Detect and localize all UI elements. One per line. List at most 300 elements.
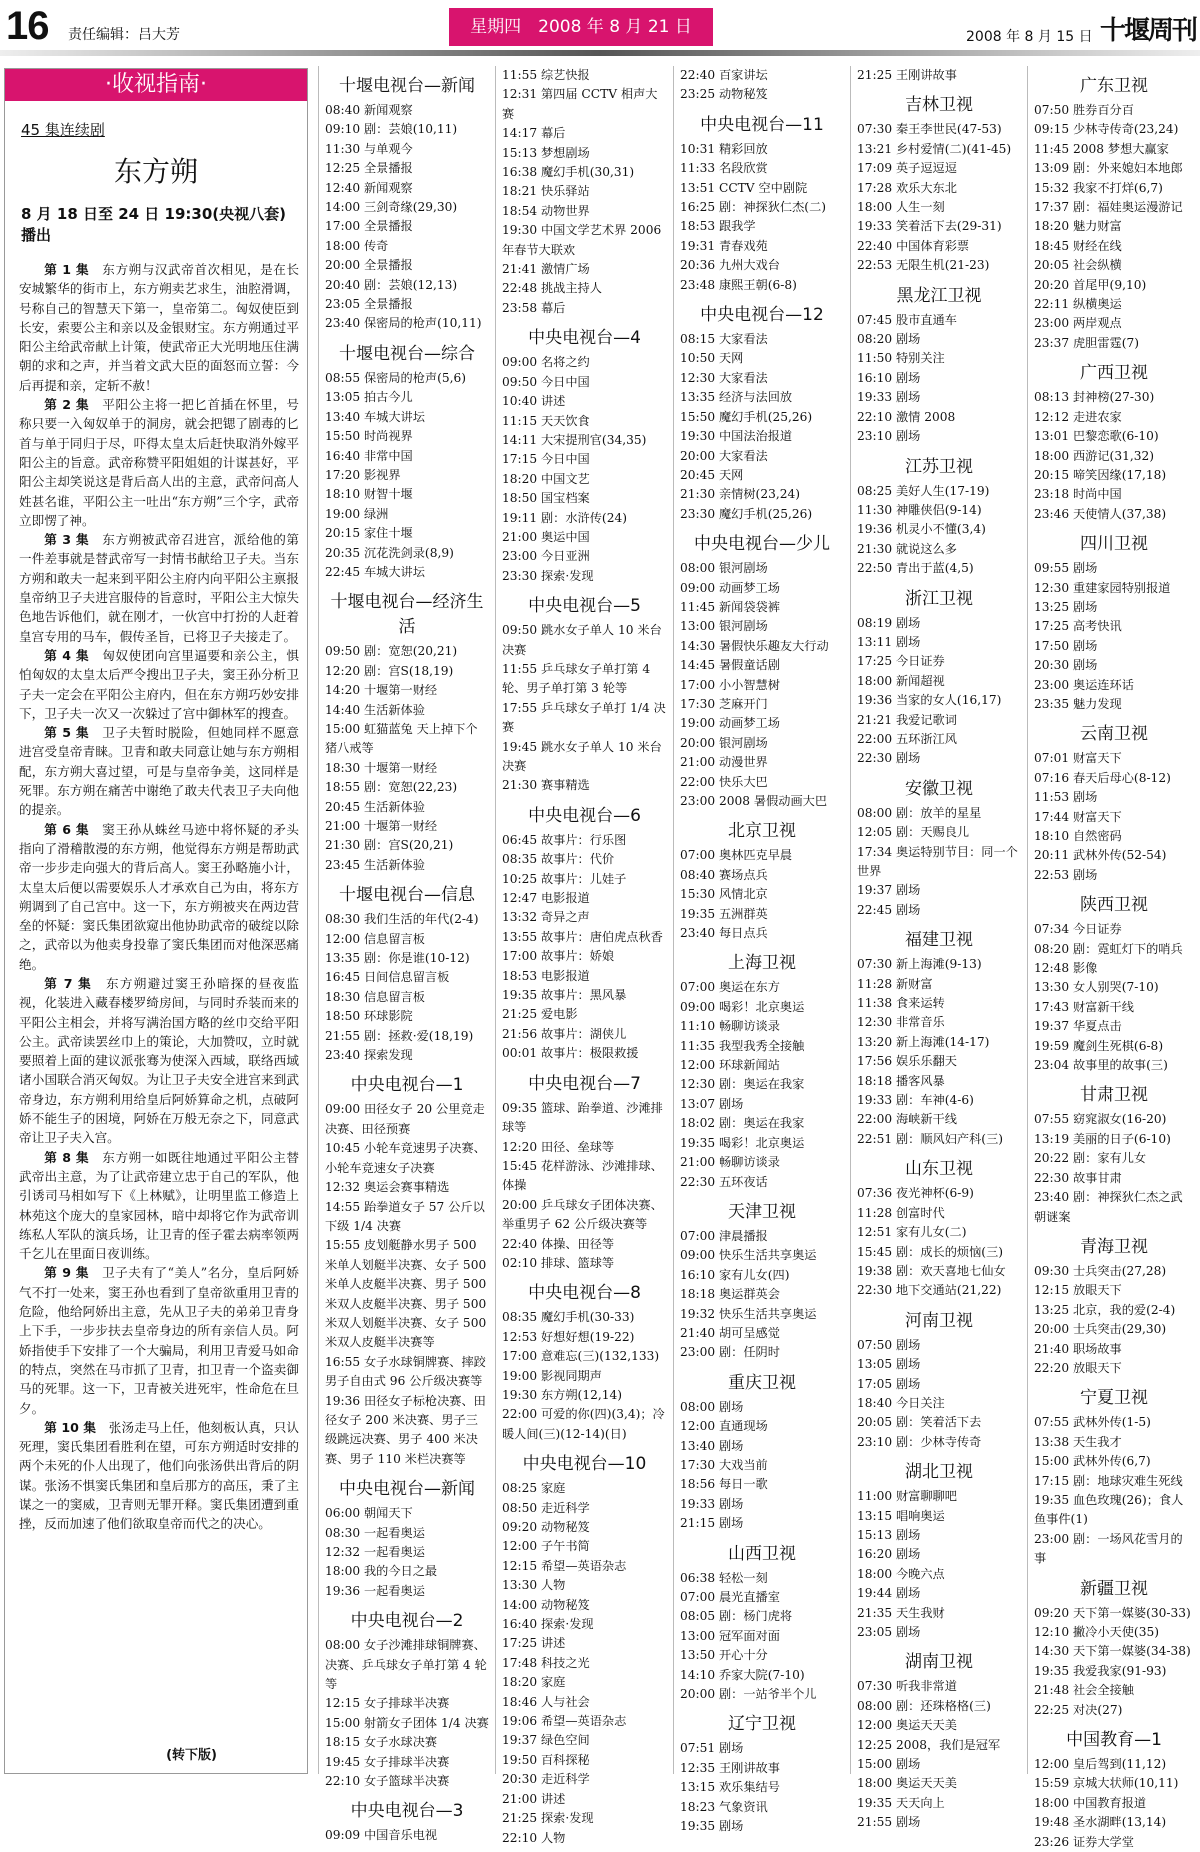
program-item: 23:30 魔幻手机(25,26) — [680, 506, 813, 521]
program-item: 13:50 开心十分 — [680, 1648, 768, 1663]
channel-block — [857, 774, 1021, 920]
program-item: 23:58 幕后 — [502, 300, 566, 315]
program-item: 17:20 影视界 — [325, 467, 401, 482]
program-item: 20:30 走近科学 — [502, 1772, 590, 1787]
program-item: 08:00 剧：放羊的星星 — [857, 805, 982, 820]
program-item: 12:15 放眼天下 — [1034, 1283, 1122, 1298]
channel-name: 中央电视台—1 — [350, 1075, 464, 1096]
program-item: 18:20 魅力财富 — [1034, 219, 1122, 234]
program-item: 12:05 剧：天赐良儿 — [857, 825, 970, 840]
program-item: 14:40 生活新体验 — [325, 702, 425, 717]
program-item: 18:20 家庭 — [502, 1675, 566, 1690]
program-item: 17:56 娱乐乐翻天 — [857, 1054, 957, 1069]
program-item: 19:33 笑着活下去(29-31) — [857, 219, 1002, 234]
program-item: 19:37 华夏点击 — [1034, 1019, 1122, 1034]
program-item: 23:04 故事里的故事(三) — [1034, 1058, 1168, 1073]
program-item: 19:36 田径女子标枪决赛、田径女子 200 米决赛、男子三级跳远决赛、男子 400 米决赛、男子 110 米栏决赛等 — [325, 1393, 486, 1466]
program-item: 12:30 非常音乐 — [857, 1015, 945, 1030]
channel-name: 新疆卫视 — [1080, 1578, 1148, 1599]
program-item: 07:00 奥林匹克早晨 — [680, 848, 793, 863]
program-item: 15:00 剧场 — [857, 1757, 921, 1772]
program-item: 19:35 故事片：黑风暴 — [502, 988, 627, 1003]
program-item: 12:10 撇冷小天使(35) — [1034, 1625, 1159, 1639]
episode-paragraph — [19, 1263, 299, 1417]
listing-column — [1027, 66, 1200, 1849]
channel-block — [325, 71, 489, 334]
program-item: 13:07 剧场 — [680, 1096, 744, 1111]
program-item: 14:11 大宋提刑官(34,35) — [502, 432, 647, 447]
program-item: 18:30 十堰第一财经 — [325, 760, 438, 775]
channel-block — [857, 281, 1021, 447]
program-item: 08:20 剧场 — [857, 332, 921, 347]
header-rule — [0, 50, 1200, 56]
program-item: 15:55 皮划艇静水男子 500 米单人划艇半决赛、女子 500 米单人皮艇半决赛、男子 500 米双人皮艇半决赛、男子 500 米双人划艇半决赛、女子 500 米双人皮艇半决赛等 — [325, 1238, 487, 1350]
program-item: 08:30 我们生活的年代(2-4) — [325, 912, 479, 927]
program-item: 10:25 故事片：儿娃子 — [502, 871, 627, 886]
program-item: 21:30 亲情树(23,24) — [680, 487, 800, 502]
program-item: 20:45 生活新体验 — [325, 799, 425, 814]
program-item: 22:40 百家讲坛 — [680, 68, 768, 82]
episode-number: 第 1 集 — [44, 262, 90, 277]
program-item: 14:20 十堰第一财经 — [325, 683, 438, 698]
program-item: 15:59 京城大状师(10,11) — [1034, 1776, 1179, 1791]
episode-number: 第 5 集 — [44, 725, 90, 741]
program-item: 11:15 天天饮食 — [502, 413, 590, 428]
program-item: 10:31 精彩回放 — [680, 141, 768, 156]
program-item: 13:05 拍古今儿 — [325, 390, 413, 405]
program-item: 13:00 银河剧场 — [680, 619, 768, 634]
program-item: 19:33 剧场 — [680, 1496, 744, 1511]
program-item: 19:38 剧：欢天喜地七仙女 — [857, 1263, 1006, 1278]
program-item: 18:23 气象资讯 — [680, 1799, 768, 1814]
channel-name: 中央电视台—4 — [528, 328, 641, 349]
episode-number: 第 4 集 — [44, 647, 90, 663]
program-item: 23:00 奥运连环话 — [1034, 677, 1134, 692]
channel-block — [1034, 890, 1194, 1075]
program-item: 18:21 快乐驿站 — [502, 184, 590, 199]
program-item: 12:00 直通现场 — [680, 1419, 768, 1434]
channel-name: 河南卫视 — [905, 1310, 973, 1331]
channel-block — [857, 925, 1021, 1149]
episode-synopses — [5, 254, 307, 1534]
program-item: 17:00 故事片：娇娘 — [502, 949, 615, 964]
program-item: 18:00 中国教育报道 — [1034, 1795, 1147, 1810]
program-item: 22:00 快乐大巴 — [680, 774, 768, 789]
program-item: 21:00 奥运中国 — [502, 529, 590, 544]
program-item: 08:35 故事片：代价 — [502, 852, 615, 867]
program-item: 09:00 快乐生活共享奥运 — [680, 1248, 817, 1263]
program-item: 19:36 机灵小不懂(3,4) — [857, 522, 986, 537]
episode-paragraph — [19, 820, 299, 974]
program-item: 12:35 王刚讲故事 — [680, 1760, 780, 1775]
program-item: 17:44 财富天下 — [1034, 809, 1122, 824]
channel-name: 中央电视台—12 — [700, 305, 824, 326]
episode-text: 张汤走马上任，他刻板认真，只认死理，窦氏集团看胜利在望，可东方朔适时安排的两个未死的仆人出现了，他们向张汤供出背后的阴谋。张汤不惧窦氏集团和皇后那方的高压，秉了主谋之一的窦威，卫青则无罪开释。窦氏集团遭到重挫，反而加速了他们欲取皇帝而代之的决心。 — [19, 1419, 300, 1532]
program-item: 11:33 名段欣赏 — [680, 161, 768, 176]
program-item: 19:45 跳水女子单人 10 米台决赛 — [502, 739, 662, 773]
program-item: 13:30 人物 — [502, 1578, 566, 1593]
program-item: 12:15 希望—英语杂志 — [502, 1558, 627, 1573]
channel-name: 重庆卫视 — [728, 1372, 796, 1393]
program-item: 13:25 剧场 — [1034, 599, 1098, 614]
program-item: 22:25 对决(27) — [1034, 1702, 1123, 1717]
program-item: 22:30 故事甘肃 — [1034, 1170, 1122, 1185]
program-item: 20:15 啼笑因缘(17,18) — [1034, 467, 1167, 482]
program-item: 18:00 西游记(31,32) — [1034, 448, 1154, 463]
channel-block — [680, 1709, 844, 1836]
program-item: 20:00 乒乓球女子团体决赛、举重男子 62 公斤级决赛等 — [502, 1197, 663, 1232]
channel-block — [680, 1539, 844, 1705]
channel-name: 十堰电视台—经济生活 — [330, 592, 484, 638]
channel-block — [680, 66, 844, 105]
program-item: 12:15 女子排球半决赛 — [325, 1696, 450, 1711]
program-item: 21:21 我爱记歌词 — [857, 712, 957, 727]
program-item: 17:00 意难忘(三)(132,133) — [502, 1349, 660, 1364]
channel-name: 广西卫视 — [1080, 363, 1148, 384]
program-item: 11:55 乒乓球女子单打第 4 轮、男子单打第 3 轮等 — [502, 661, 651, 696]
channel-name: 吉林卫视 — [905, 95, 973, 116]
program-item: 16:10 家有儿女(四) — [680, 1267, 790, 1282]
program-item: 20:36 九州大戏台 — [680, 258, 780, 273]
channel-name: 中央电视台—7 — [528, 1073, 641, 1094]
channel-name: 中国教育—1 — [1066, 1730, 1162, 1751]
program-item: 19:37 绿色空间 — [502, 1733, 590, 1748]
program-item: 15:13 剧场 — [857, 1527, 921, 1542]
program-item: 16:20 剧场 — [857, 1547, 921, 1562]
program-item: 14:45 暑假童话剧 — [680, 658, 780, 673]
channel-block — [1034, 529, 1194, 714]
program-item: 13:32 奇异之声 — [502, 910, 590, 925]
program-item: 22:10 人物 — [502, 1830, 566, 1845]
episode-paragraph — [19, 646, 299, 723]
program-item: 21:00 畅聊访谈录 — [680, 1155, 780, 1170]
channel-name: 江苏卫视 — [905, 456, 973, 477]
program-item: 11:30 神雕侠侣(9-14) — [857, 502, 982, 517]
program-item: 16:45 日间信息留言板 — [325, 970, 450, 985]
program-item: 17:25 今日证券 — [857, 654, 945, 669]
program-item: 22:45 剧场 — [857, 902, 921, 917]
program-item: 22:00 海峡新干线 — [857, 1112, 957, 1127]
episode-text: 窦王孙从蛛丝马迹中将怀疑的矛头指向了滑稽散漫的东方朔，他觉得东方朔是帮助武帝一步步走向强大的背后高人。窦王孙略施小计，太皇太后便以需要娱乐人才承欢自己为由，将东方朔调到了自己宫中。这一下，东方朔被夹在两边营垒的怀疑：窦氏集团欲窥出他协助武帝的破绽以除之，武帝以为他卖身投靠了窦氏集团而对他深恶痛绝。 — [19, 821, 299, 972]
episode-text: 平阳公主将一把匕首插在怀里，号称只要一入匈奴单于的洞房，就会把锶了剧毒的匕首与单于同归于尽，吓得太皇太后赶快取消外嫁平阳公主的旨意。武帝称赞平阳姐姐的计谋甚好，平阳公主却笑说这是背后高人出的主意，武帝问高人姓甚名谁，平阳公主一吐出“东方朔”三个字，武帝立即愣了神。 — [19, 397, 299, 528]
program-item: 07:30 新上海滩(9-13) — [857, 957, 982, 972]
program-item: 18:02 剧：奥运在我家 — [680, 1116, 805, 1131]
program-item: 07:51 剧场 — [680, 1741, 744, 1756]
program-item: 11:50 特别关注 — [857, 351, 945, 366]
program-item: 18:40 今日关注 — [857, 1395, 945, 1410]
program-item: 20:05 剧：笑着活下去 — [857, 1415, 982, 1430]
program-item: 00:01 故事片：极限救援 — [502, 1046, 639, 1061]
channel-block — [680, 300, 844, 524]
program-item: 16:10 剧场 — [857, 370, 921, 385]
program-item: 13:15 唱响奥运 — [857, 1508, 945, 1523]
program-item: 11:55 综艺快报 — [502, 68, 590, 82]
program-item: 09:00 动画梦工场 — [680, 580, 780, 595]
program-item: 09:20 天下第一媒婆(30-33) — [1034, 1605, 1191, 1620]
program-item: 14:30 天下第一媒婆(34-38) — [1034, 1644, 1191, 1659]
program-item: 13:25 北京，我的爱(2-4) — [1034, 1302, 1176, 1317]
program-item: 19:48 圣水湖畔(13,14) — [1034, 1815, 1167, 1830]
program-item: 17:05 剧场 — [857, 1376, 921, 1391]
program-item: 09:10 剧：芸娘(10,11) — [325, 122, 458, 137]
channel-block — [325, 1796, 489, 1845]
episode-number: 第 9 集 — [44, 1265, 89, 1281]
program-item: 17:00 全景播报 — [325, 219, 413, 234]
episode-paragraph — [19, 723, 299, 819]
program-item: 15:00 射箭女子团体 1/4 决赛 — [325, 1715, 489, 1730]
episode-number: 第 6 集 — [44, 821, 90, 837]
program-item: 21:30 赛事精选 — [502, 778, 590, 793]
program-item: 22:30 剧场 — [857, 751, 921, 766]
program-item: 09:50 剧：宽恕(20,21) — [325, 644, 458, 659]
channel-block — [680, 1197, 844, 1363]
episode-paragraph — [19, 395, 299, 530]
program-item: 21:15 剧场 — [680, 1516, 744, 1531]
program-item: 19:45 女子排球半决赛 — [325, 1754, 450, 1769]
program-item: 20:05 社会纵横 — [1034, 258, 1122, 273]
program-item: 08:15 大家看法 — [680, 332, 768, 347]
channel-block — [325, 1070, 489, 1469]
channel-name: 山东卫视 — [905, 1159, 973, 1180]
channel-block — [1034, 1232, 1194, 1378]
program-item: 21:55 剧：拯救·爱(18,19) — [325, 1028, 474, 1043]
listing-column — [673, 66, 850, 1834]
program-item: 07:16 春天后母心(8-12) — [1034, 770, 1171, 785]
program-item: 17:30 芝麻开门 — [680, 696, 768, 711]
program-item: 18:45 财经在线 — [1034, 238, 1122, 253]
program-item: 18:00 人生一刻 — [857, 200, 945, 215]
program-item: 22:11 纵横奥运 — [1034, 297, 1122, 312]
channel-name: 中央电视台—8 — [528, 1283, 641, 1304]
channel-block — [680, 948, 844, 1191]
program-item: 21:40 职场故事 — [1034, 1341, 1122, 1356]
channel-name: 北京卫视 — [728, 821, 796, 842]
channel-block — [502, 591, 667, 796]
program-item: 21:25 爱电影 — [502, 1007, 578, 1022]
program-item: 15:45 剧：成长的烦恼(三) — [857, 1244, 1004, 1259]
channel-block — [857, 90, 1021, 275]
program-item: 12:30 大家看法 — [680, 370, 768, 385]
channel-name: 辽宁卫视 — [728, 1714, 796, 1735]
tv-guide-article — [4, 68, 308, 1774]
program-item: 23:05 全景播报 — [325, 297, 413, 312]
program-item: 19:33 剧场 — [857, 390, 921, 405]
program-item: 11:45 新闻袋袋裤 — [680, 599, 780, 614]
program-item: 18:18 播客风暴 — [857, 1073, 945, 1088]
program-item: 15:30 风情北京 — [680, 887, 768, 902]
channel-name: 四川卫视 — [1080, 534, 1148, 555]
program-item: 18:10 财智十堰 — [325, 487, 413, 502]
episode-number: 第 10 集 — [44, 1419, 97, 1435]
program-item: 09:15 少林寺传奇(23,24) — [1034, 122, 1179, 137]
program-item: 22:40 体操、田径等 — [502, 1236, 615, 1251]
program-item: 17:28 欢乐大东北 — [857, 180, 957, 195]
program-item: 09:55 剧场 — [1034, 561, 1098, 576]
program-item: 07:01 财富天下 — [1034, 751, 1122, 766]
program-item: 19:36 当家的女人(16,17) — [857, 693, 1002, 708]
program-item: 21:00 动漫世界 — [680, 755, 768, 770]
program-item: 17:30 大戏当前 — [680, 1457, 768, 1472]
program-item: 21:56 故事片：湖侠儿 — [502, 1026, 627, 1041]
program-item: 23:40 每日点兵 — [680, 926, 768, 941]
program-item: 08:00 女子沙滩排球铜牌赛、决赛、乒乓球女子单打第 4 轮等 — [325, 1638, 487, 1692]
channel-block — [680, 110, 844, 295]
episode-text: 东方朔一如既往地通过平阳公主替武帝出主意，为了让武帝建立忠于自己的军队，他引诱司马相如写下《上林赋》，让明里监工修造上林苑这个庞大的皇家园林，暗中却将它作为武帝训练私人军队的演兵场，让卫青的侄子霍去病率领两千乞儿在里面日夜训练。 — [19, 1149, 299, 1262]
program-item: 19:11 剧：水浒传(24) — [502, 510, 627, 525]
channel-name: 十堰电视台—新闻 — [339, 76, 475, 96]
program-item: 12:20 田径、垒球等 — [502, 1139, 615, 1154]
program-item: 12:12 走进农家 — [1034, 409, 1122, 424]
program-item: 15:00 武林外传(6,7) — [1034, 1454, 1151, 1469]
program-item: 22:53 剧场 — [1034, 867, 1098, 882]
continued-note: (转下版) — [166, 1748, 217, 1763]
listing-column — [495, 66, 673, 1845]
series-label: 45 集连续剧 — [21, 121, 105, 139]
program-item: 22:30 地下交通站(21,22) — [857, 1283, 1002, 1298]
episode-number: 第 2 集 — [44, 397, 90, 413]
program-item: 22:30 五环夜话 — [680, 1174, 768, 1189]
episode-number: 第 8 集 — [44, 1149, 90, 1165]
program-item: 09:00 喝彩！北京奥运 — [680, 999, 805, 1014]
program-item: 14:10 乔家大院(7-10) — [680, 1667, 805, 1682]
program-item: 09:50 今日中国 — [502, 374, 590, 389]
channel-block — [325, 880, 489, 1065]
program-item: 18:18 奥运群英会 — [680, 1287, 780, 1302]
program-item: 23:48 康熙王朝(6-8) — [680, 277, 797, 292]
program-item: 17:00 小小智慧树 — [680, 677, 780, 692]
program-item: 21:40 胡可呈感觉 — [680, 1325, 780, 1340]
program-item: 15:50 魔幻手机(25,26) — [680, 409, 813, 424]
program-item: 16:55 女子水球铜牌赛、摔跤男子自由式 96 公斤级决赛等 — [325, 1354, 486, 1389]
program-item: 14:55 跆拳道女子 57 公斤以下级 1/4 决赛 — [325, 1199, 485, 1233]
episode-text: 东方朔被武帝召进宫，派给他的第一件差事就是替武帝写一封情书献给卫子夫。当东方朔和敢夫一起来到平阳公主府内向平阳公主禀报皇帝纳卫子夫进宫服侍的旨意时，平阳公主大惊失色地告诉他们，就在刚才，一伙宫中打扮的人赶着皇宫专用的马车，假传圣旨，已将卫子夫接走了。 — [19, 532, 299, 644]
program-item: 23:10 剧场 — [857, 429, 921, 444]
program-item: 07:00 津晨播报 — [680, 1228, 768, 1243]
program-item: 13:38 天生我才 — [1034, 1434, 1122, 1449]
program-item: 18:00 传奇 — [325, 238, 389, 253]
program-item: 08:05 剧：杨门虎将 — [680, 1609, 793, 1624]
program-item: 19:36 一起看奥运 — [325, 1583, 425, 1598]
program-item: 18:50 国宝档案 — [502, 491, 590, 506]
channel-block — [502, 801, 667, 1064]
channel-block — [1034, 719, 1194, 885]
episode-text: 卫子夫有了“美人”名分，皇后阿娇气不打一处来，窦王孙也看到了皇帝欲重用卫青的危险，他给阿娇出主意，先从卫子夫的弟弟卫青身上下手，一步步扶去皇帝身边的所有亲信人员。阿娇指使手下安排了一个大骗局，利用卫青爱马如命的特点，突然在马市抓了卫青，扣卫青一个盗卖御马的死罪。这一下，卫青被关进死牢，性命危在旦夕。 — [19, 1265, 299, 1416]
program-item: 07:36 夜光神杯(6-9) — [857, 1186, 974, 1201]
channel-block — [502, 1449, 667, 1848]
channel-name: 中央电视台—3 — [350, 1801, 464, 1822]
program-item: 19:31 青春戏苑 — [680, 238, 768, 253]
program-item: 11:35 我型我秀全接触 — [680, 1038, 805, 1053]
channel-block — [1034, 1080, 1194, 1226]
program-item: 13:00 冠军面对面 — [680, 1628, 780, 1643]
program-item: 20:40 剧：芸娘(12,13) — [325, 277, 458, 292]
program-item: 09:00 名将之约 — [502, 355, 590, 370]
program-item: 11:45 2008 梦想大赢家 — [1034, 141, 1169, 156]
channel-block — [325, 339, 489, 582]
program-item: 20:15 家住十堰 — [325, 526, 413, 541]
program-item: 20:00 大家看法 — [680, 448, 768, 463]
program-item: 07:30 听我非常道 — [857, 1679, 957, 1694]
program-item: 15:13 梦想剧场 — [502, 145, 590, 160]
episode-text: 卫子夫暂时脱险，但她同样不愿意进宫受皇帝青睐。卫青和敢夫同意让她与东方朔相配，东方朔大喜过望，可是与皇帝争美，这同样是死罪。东方朔在痛苦中谢绝了敢夫代表卫子夫向他的提亲。 — [19, 725, 299, 818]
program-item: 23:00 两岸观点 — [1034, 316, 1122, 331]
channel-name: 山西卫视 — [728, 1543, 796, 1564]
program-item: 14:00 动物秘笈 — [502, 1597, 590, 1612]
program-item: 15:00 虹猫蓝兔 天上掉下个猪八戒等 — [325, 721, 478, 756]
program-item: 13:51 CCTV 空中剧院 — [680, 180, 808, 195]
program-item: 19:33 剧：车神(4-6) — [857, 1093, 974, 1108]
channel-block — [502, 323, 667, 586]
channel-name: 上海卫视 — [728, 953, 796, 974]
program-item: 12:51 家有儿女(二) — [857, 1225, 967, 1240]
episode-paragraph — [19, 260, 299, 395]
program-item: 23:18 时尚中国 — [1034, 487, 1122, 502]
program-item: 19:44 剧场 — [857, 1586, 921, 1601]
program-item: 12:53 好想好想(19-22) — [502, 1329, 635, 1344]
program-item: 08:19 剧场 — [857, 615, 921, 630]
program-item: 18:00 新闻超视 — [857, 673, 945, 688]
program-item: 23:00 今日亚洲 — [502, 549, 590, 564]
program-item: 20:00 剧：一站爷半个儿 — [680, 1687, 817, 1702]
program-item: 10:50 天网 — [680, 351, 744, 366]
channel-name: 中央电视台—10 — [522, 1454, 647, 1475]
program-item: 08:35 魔幻手机(30-33) — [502, 1310, 635, 1325]
program-item: 17:43 财富新干线 — [1034, 999, 1134, 1014]
channel-block — [857, 1154, 1021, 1300]
page-number: 16 — [6, 4, 49, 48]
program-item: 18:10 自然密码 — [1034, 829, 1122, 843]
program-item: 07:34 今日证券 — [1034, 922, 1122, 937]
channel-name: 黑龙江卫视 — [896, 285, 982, 306]
program-item: 08:55 保密局的枪声(5,6) — [325, 370, 467, 385]
channel-name: 浙江卫视 — [905, 588, 973, 609]
program-item: 13:35 剧：你是谁(10-12) — [325, 951, 470, 966]
program-item: 13:09 剧：外来媳妇本地郎 — [1034, 161, 1183, 176]
program-item: 13:20 新上海滩(14-17) — [857, 1034, 990, 1049]
program-item: 23:00 2008 暑假动画大巴 — [680, 794, 828, 808]
program-item: 17:15 剧：地球灾难生死线 — [1034, 1473, 1183, 1488]
episode-text: 匈奴使团向宫里逼要和亲公主，惧怕匈奴的太皇太后严令搜出卫子夫，窦王孙分析卫子夫一定会在平阳公主府内，但在东方朔巧妙安排下，卫子夫一次又一次躲过了宫中御林军的搜查。 — [19, 647, 299, 721]
program-item: 18:53 跟我学 — [680, 219, 756, 234]
program-item: 17:37 剧：福娃奥运漫游记 — [1034, 200, 1183, 215]
program-item: 14:30 暑假快乐趣友大行动 — [680, 638, 829, 653]
program-item: 16:40 探索·发现 — [502, 1617, 594, 1632]
channel-name: 陕西卫视 — [1080, 895, 1148, 916]
program-item: 22:10 激情 2008 — [857, 409, 956, 424]
program-item: 09:35 篮球、跆拳道、沙滩排球等 — [502, 1100, 663, 1135]
program-item: 23:30 探索·发现 — [502, 568, 594, 583]
episode-text: 东方朔避过窦王孙暗探的昼夜监视，化装进入藏春楼罗绮房间，与同时乔装而来的平阳公主相会，并将写满治国方略的丝巾交给平阳公主。武帝读罢丝巾上的策论，大加赞叹，立时就要照着上面的建议派张骞为使深入西域，联络西域诸小国联合消灭匈奴。为让卫子夫安全进宫来到武帝身边，东方朔利用给皇后阿娇算命之机，点破阿娇不能生子的困境，阿娇在万般无奈之下，同意武帝让卫子夫入宫。 — [19, 975, 300, 1146]
program-item: 21:30 就说这么多 — [857, 541, 957, 556]
program-item: 18:54 动物世界 — [502, 203, 590, 218]
program-item: 22:45 车城大讲坛 — [325, 564, 425, 579]
program-item: 15:45 花样游泳、沙滩排球、体操 — [502, 1158, 663, 1193]
program-item: 18:20 中国文艺 — [502, 471, 590, 486]
program-item: 15:50 时尚视界 — [325, 429, 413, 444]
program-item: 23:25 动物秘笈 — [680, 87, 768, 102]
channel-block — [857, 66, 1021, 85]
program-item: 19:00 动画梦工场 — [680, 716, 780, 731]
program-item: 18:56 每日一歌 — [680, 1477, 768, 1492]
channel-name: 中央电视台—新闻 — [339, 1479, 475, 1500]
program-item: 12:31 第四届 CCTV 相声大赛 — [502, 87, 658, 121]
program-item: 22:20 放眼天下 — [1034, 1360, 1122, 1375]
program-item: 21:00 十堰第一财经 — [325, 819, 438, 833]
program-item: 17:25 高考快讯 — [1034, 619, 1122, 634]
program-item: 02:10 排球、篮球等 — [502, 1255, 615, 1270]
program-item: 07:00 奥运在东方 — [680, 980, 780, 995]
program-item: 12:30 剧：奥运在我家 — [680, 1077, 805, 1092]
